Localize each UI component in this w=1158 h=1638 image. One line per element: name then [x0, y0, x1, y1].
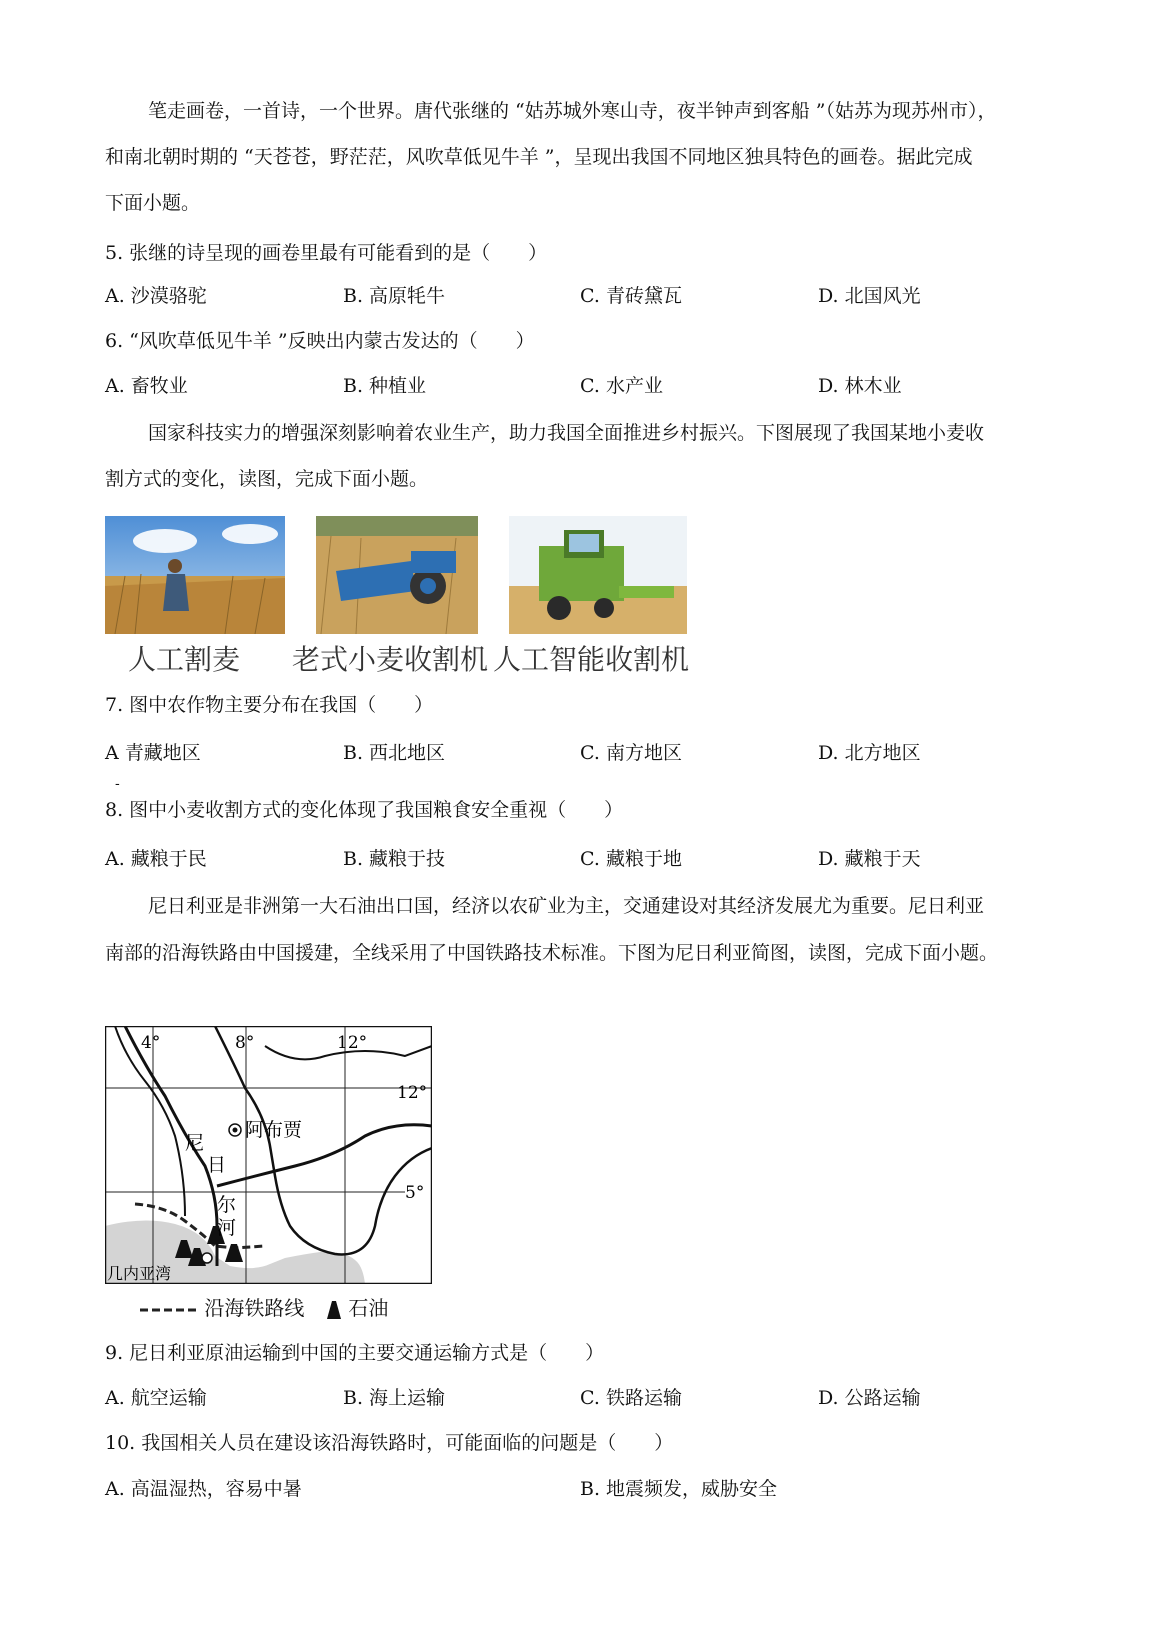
- caption-old-harvester: 老式小麦收割机: [292, 643, 489, 676]
- question-6-stem: 6. “风吹草低见牛羊 ”反映出内蒙古发达的（ ）: [105, 330, 535, 352]
- lon-label-4: 4°: [141, 1033, 161, 1053]
- caption-manual-harvest: 人工割麦: [128, 643, 241, 676]
- question-7-stem: 7. 图中农作物主要分布在我国（ ）: [105, 694, 434, 716]
- oil-icon: [225, 1244, 243, 1262]
- river-label-2: 日: [207, 1154, 227, 1176]
- question-6-option-a: A. 畜牧业: [105, 375, 188, 397]
- passage1-line3: 下面小题。: [105, 192, 201, 214]
- legend-rail-label: 沿海铁路线: [204, 1296, 305, 1320]
- passage2-line1: 国家科技实力的增强深刻影响着农业生产，助力我国全面推进乡村振兴。下图展现了我国某地小麦收: [148, 422, 985, 444]
- question-7-option-c: C. 南方地区: [580, 742, 682, 764]
- question-10-stem: 10. 我国相关人员在建设该沿海铁路时，可能面临的问题是（ ）: [105, 1432, 674, 1454]
- question-9-stem: 9. 尼日利亚原油运输到中国的主要交通运输方式是（ ）: [105, 1342, 605, 1364]
- legend-rail-icon: [140, 1305, 198, 1315]
- river-label-1: 尼: [185, 1132, 205, 1154]
- stray-mark: -: [115, 776, 120, 792]
- question-8-option-a: A. 藏粮于民: [105, 848, 207, 870]
- legend-rail: [140, 1292, 304, 1321]
- question-8-option-b: B. 藏粮于技: [343, 848, 446, 870]
- question-5-option-a: A. 沙漠骆驼: [105, 285, 207, 307]
- question-10-option-a: A. 高温湿热，容易中暑: [105, 1478, 302, 1500]
- question-8-stem: 8. 图中小麦收割方式的变化体现了我国粮食安全重视（ ）: [105, 799, 624, 821]
- question-8-option-c: C. 藏粮于地: [580, 848, 682, 870]
- question-5-option-b: B. 高原牦牛: [343, 285, 446, 307]
- nigeria-map: [105, 1026, 432, 1284]
- passage1-line1: 笔走画卷，一首诗，一个世界。唐代张继的 “姑苏城外寒山寺，夜半钟声到客船 ”（姑苏为现苏州市），: [148, 100, 997, 122]
- legend-oil-label: 石油: [348, 1296, 389, 1320]
- question-6-option-b: B. 种植业: [343, 375, 427, 397]
- smart-harvester-image: [509, 516, 687, 634]
- question-10-option-b: B. 地震频发，威胁安全: [580, 1478, 778, 1500]
- question-7-option-d: D. 北方地区: [818, 742, 921, 764]
- question-9-option-d: D. 公路运输: [818, 1387, 921, 1409]
- oil-legend-icon: [326, 1300, 342, 1320]
- question-6-option-c: C. 水产业: [580, 375, 663, 397]
- question-9-option-b: B. 海上运输: [343, 1387, 446, 1409]
- legend-oil: [326, 1292, 388, 1321]
- passage3-line1: 尼日利亚是非洲第一大石油出口国，经济以农矿业为主，交通建设对其经济发展尤为重要。尼日利亚: [148, 895, 985, 917]
- photo-smart-harvester: [509, 516, 687, 634]
- passage3-line2: 南部的沿海铁路由中国援建，全线采用了中国铁路技术标准。下图为尼日利亚简图，读图，完成下面小题。: [105, 942, 999, 964]
- lon-label-8: 8°: [235, 1033, 255, 1053]
- lat-label-12: 12°: [397, 1083, 428, 1103]
- passage1-line2: 和南北朝时期的 “天苍苍，野茫茫，风吹草低见牛羊 ”，呈现出我国不同地区独具特色的画卷。据此完成: [105, 146, 973, 168]
- caption-smart-harvester: 人工智能收割机: [493, 643, 690, 676]
- capital-dot: [233, 1128, 238, 1133]
- question-6-option-d: D. 林木业: [818, 375, 902, 397]
- question-7-option-b: B. 西北地区: [343, 742, 446, 764]
- gulf-label: 几内亚湾: [107, 1264, 172, 1283]
- photo-manual-harvest: [105, 516, 285, 634]
- capital-label: 阿布贾: [245, 1119, 303, 1141]
- lon-label-12: 12°: [337, 1033, 368, 1053]
- question-9-option-c: C. 铁路运输: [580, 1387, 682, 1409]
- west-border: [115, 1026, 185, 1216]
- photo-old-harvester: [316, 516, 478, 634]
- passage2-line2: 割方式的变化，读图，完成下面小题。: [105, 468, 429, 490]
- question-9-option-a: A. 航空运输: [105, 1387, 207, 1409]
- river-label-4: 河: [217, 1217, 237, 1239]
- question-7-option-a: A 青藏地区: [105, 742, 201, 764]
- question-5-stem: 5. 张继的诗呈现的画卷里最有可能看到的是（ ）: [105, 242, 548, 264]
- question-5-option-d: D. 北国风光: [818, 285, 921, 307]
- question-5-option-c: C. 青砖黛瓦: [580, 285, 682, 307]
- lat-label-5: 5°: [405, 1183, 425, 1203]
- port-marker: [202, 1253, 212, 1263]
- manual-harvest-image: [105, 516, 285, 634]
- river-label-3: 尔: [217, 1194, 237, 1216]
- question-8-option-d: D. 藏粮于天: [818, 848, 921, 870]
- old-harvester-image: [316, 516, 478, 634]
